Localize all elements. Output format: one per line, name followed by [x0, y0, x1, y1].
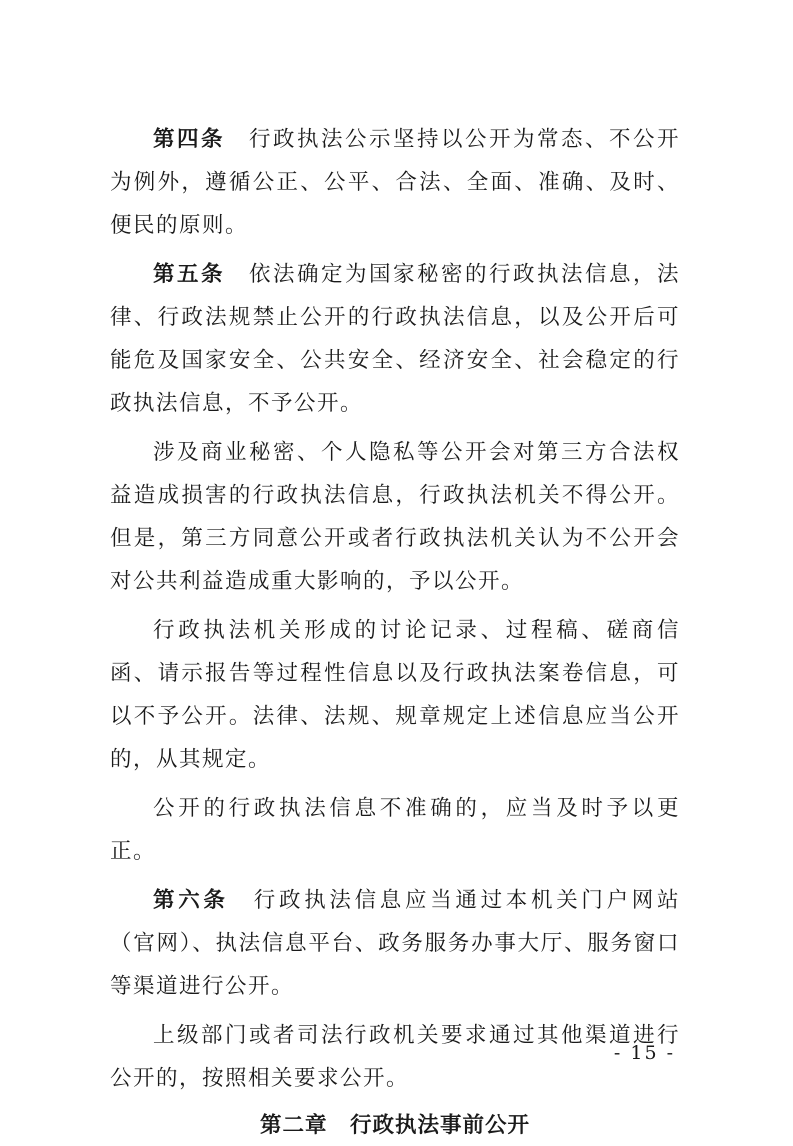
article-5-paragraph-2	[110, 431, 680, 603]
article-4-paragraph	[110, 118, 680, 247]
article-6-paragraph	[110, 879, 680, 1008]
article-5-paragraph	[110, 253, 680, 425]
article-5-paragraph-3	[110, 609, 680, 781]
article-6-paragraph-2	[110, 1014, 680, 1100]
document-body	[110, 118, 680, 1146]
article-5-text-4: 公开的行政执法信息不准确的，应当及时予以更正。	[110, 796, 680, 864]
article-5-text: 依法确定为国家秘密的行政执法信息，法律、行政法规禁止公开的行政执法信息，以及公开后可能危及国家安全、公共安全、经济安全、社会稳定的行政执法信息，不予公开。	[110, 262, 680, 416]
article-5-text-2: 涉及商业秘密、个人隐私等公开会对第三方合法权益造成损害的行政执法信息，行政执法机关不得公开。但是，第三方同意公开或者行政执法机关认为不公开会对公共利益造成重大影响的，予以公开。	[110, 440, 680, 594]
page-number: - 15 -	[613, 1042, 675, 1064]
article-4-label: 第四条	[153, 127, 225, 152]
article-6-label: 第六条	[153, 888, 229, 913]
article-5-label: 第五条	[153, 262, 225, 287]
chapter-heading: 第二章 行政执法事前公开	[259, 1113, 530, 1138]
article-5-text-3: 行政执法机关形成的讨论记录、过程稿、磋商信函、请示报告等过程性信息以及行政执法案卷信息，可以不予公开。法律、法规、规章规定上述信息应当公开的，从其规定。	[110, 618, 680, 772]
article-6-text-2: 上级部门或者司法行政机关要求通过其他渠道进行公开的，按照相关要求公开。	[110, 1023, 680, 1091]
article-6-text: 行政执法信息应当通过本机关门户网站（官网）、执法信息平台、政务服务办事大厅、服务窗口等渠道进行公开。	[110, 888, 680, 999]
article-4-text: 行政执法公示坚持以公开为常态、不公开为例外，遵循公正、公平、合法、全面、准确、及时、便民的原则。	[110, 127, 680, 238]
article-5-paragraph-4	[110, 787, 680, 873]
